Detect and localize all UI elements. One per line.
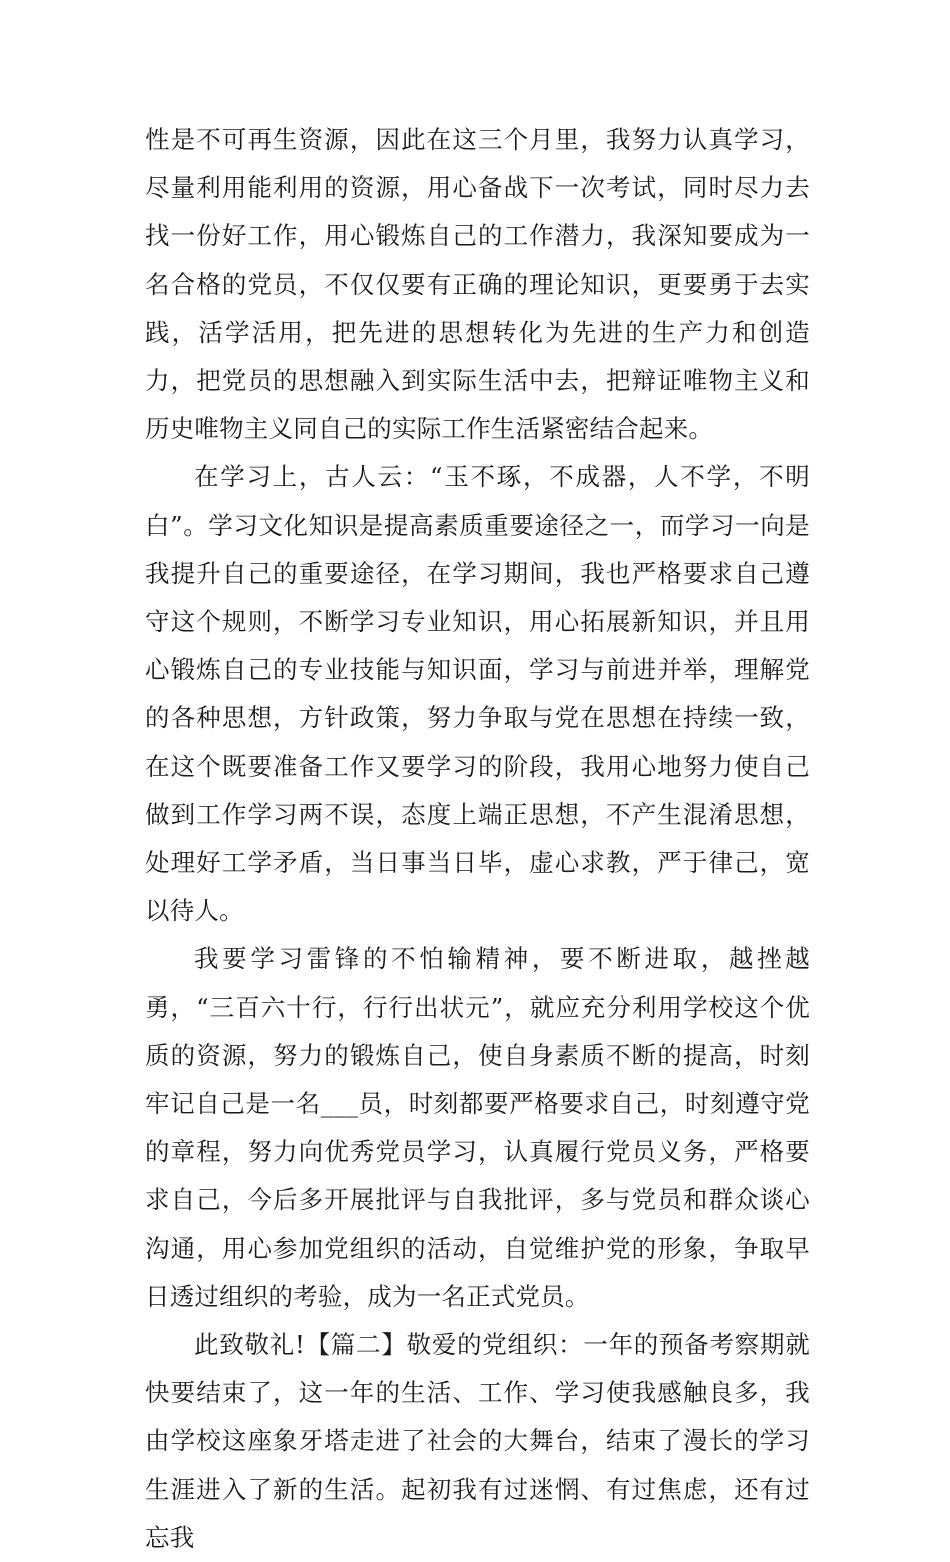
- paragraph-continuation: 性是不可再生资源，因此在这三个月里，我努力认真学习，尽量利用能利用的资源，用心备战下一次考试，同时尽力去找一份好工作，用心锻炼自己的工作潜力，我深知要成为一名合格的党员，不仅仅要有正确的理论知识，更要勇于去实践，活学活用，把先进的思想转化为先进的生产力和创造力，把党员的思想融入到实际生活中去，把辩证唯物主义和历史唯物主义同自己的实际工作生活紧密结合起来。: [145, 125, 810, 444]
- paragraph-closing: 此致敬礼!【篇二】敬爱的党组织：一年的预备考察期就快要结束了，这一年的生活、工作、学习使我感触良多，我由学校这座象牙塔走进了社会的大舞台，结束了漫长的学习生涯进入了新的生活。起初我有过迷惘、有过焦虑，还有过忘我: [145, 1330, 810, 1552]
- document-body: [145, 116, 810, 1562]
- paragraph-study: 在学习上，古人云：“玉不琢，不成器，人不学，不明白”。学习文化知识是提高素质重要途径之一，而学习一向是我提升自己的重要途径，在学习期间，我也严格要求自己遵守这个规则，不断学习专业知识，用心拓展新知识，并且用心锻炼自己的专业技能与知识面，学习与前进并举，理解党的各种思想，方针政策，努力争取与党在思想在持续一致，在这个既要准备工作又要学习的阶段，我用心地努力使自己做到工作学习两不误，态度上端正思想，不产生混淆思想，处理好工学矛盾，当日事当日毕，虚心求教，严于律己，宽以待人。: [145, 462, 810, 926]
- paragraph-leifeng: 我要学习雷锋的不怕输精神，要不断进取，越挫越勇，“三百六十行，行行出状元”，就应充分利用学校这个优质的资源，努力的锻炼自己，使自身素质不断的提高，时刻牢记自己是一名___员，时刻都要严格要求自己，时刻遵守党的章程，努力向优秀党员学习，认真履行党员义务，严格要求自己，今后多开展批评与自我批评，多与党员和群众谈心沟通，用心参加党组织的活动，自觉维护党的形象，争取早日透过组织的考验，成为一名正式党员。: [145, 944, 810, 1311]
